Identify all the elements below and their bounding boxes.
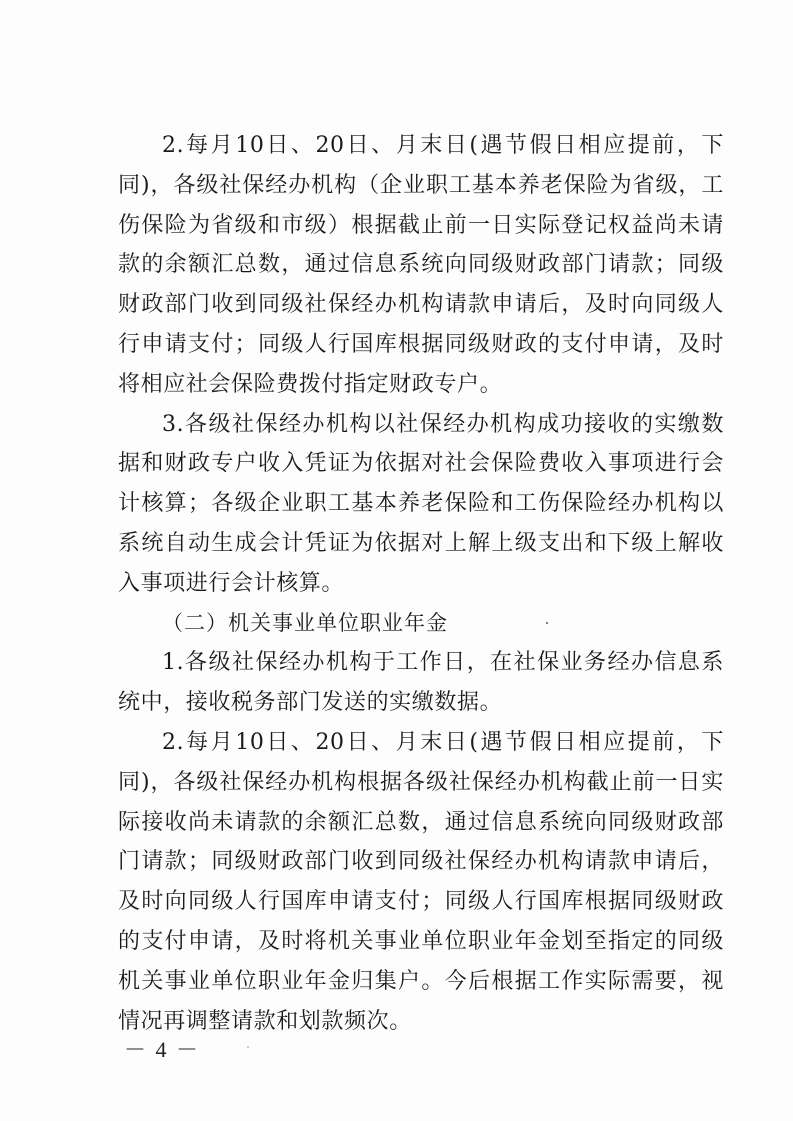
scan-speck	[247, 1046, 249, 1048]
paragraph-request-funds: 2.每月10日、20日、月末日(遇节假日相应提前，下同)，各级社保经办机构（企业职工基本养老保险为省级，工伤保险为省级和市级）根据截止前一日实际登记权益尚未请款的余额汇总数，通过信息系统向同级财政部门请款；同级财政部门收到同级社保经办机构请款申请后，及时向同级人行申请支付；同级人行国库根据同级财政的支付申请，及时将相应社会保险费拨付指定财政专户。	[118, 133, 724, 397]
paragraph-accounting: 3.各级社保经办机构以社保经办机构成功接收的实缴数据和财政专户收入凭证为依据对社会保险费收入事项进行会计核算；各级企业职工基本养老保险和工伤保险经办机构以系统自动生成会计凭证为依据对上解上级支出和下级上解收入事项进行会计核算。	[118, 411, 724, 596]
section-heading: （二）机关事业单位职业年金	[162, 610, 448, 635]
document-body	[118, 126, 724, 1041]
page-number: － 4 －	[124, 1037, 201, 1062]
paragraph-annuity-request: 2.每月10日、20日、月末日(遇节假日相应提前，下同)，各级社保经办机构根据各级社保经办机构截止前一日实际接收尚未请款的余额汇总数，通过信息系统向同级财政部门请款；同级财政部门收到同级社保经办机构请款申请后，及时向同级人行国库申请支付；同级人行国库根据同级财政的支付申请，及时将机关事业单位职业年金划至指定的同级机关事业单位职业年金归集户。今后根据工作实际需要，视情况再调整请款和划款频次。	[118, 729, 724, 1034]
paragraph-receive-data: 1.各级社保经办机构于工作日，在社保业务经办信息系统中，接收税务部门发送的实缴数据。	[118, 650, 724, 716]
scan-speck	[546, 622, 548, 624]
